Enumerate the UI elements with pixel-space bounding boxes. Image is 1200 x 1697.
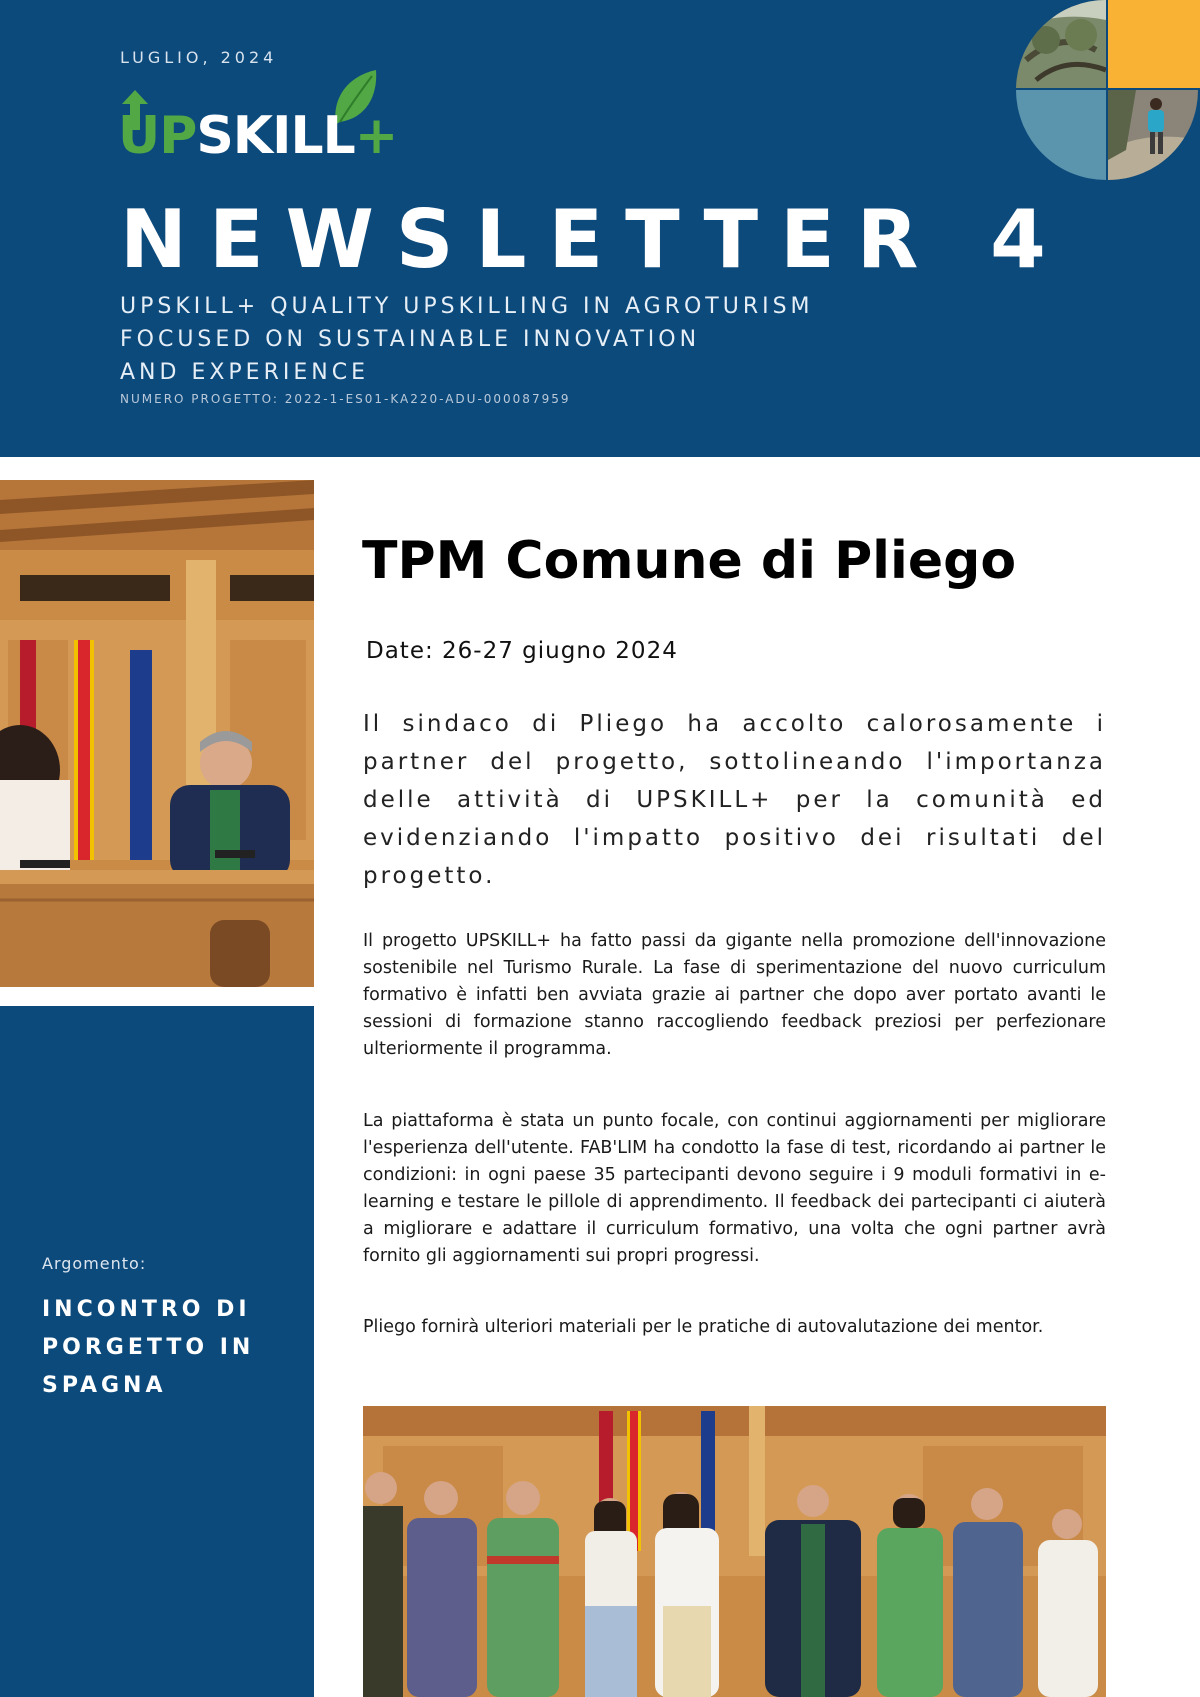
teal-quarter-circle xyxy=(1016,90,1106,180)
issue-date: LUGLIO, 2024 xyxy=(120,48,278,67)
newsletter-header xyxy=(0,0,1200,457)
header-photo-collage xyxy=(1016,0,1200,180)
tree-photo xyxy=(1016,0,1106,88)
project-number: NUMERO PROGETTO: 2022-1-ES01-KA220-ADU-000087959 xyxy=(120,392,571,406)
article-lead: Il sindaco di Pliego ha accolto calorosamente i partner del progetto, sottolineando l'importanza delle attività di UPSKILL+ per la comunità ed evidenziando l'impatto positivo dei risultati del progetto. xyxy=(363,711,1106,889)
upskill-logo xyxy=(118,68,398,168)
logo-plus: + xyxy=(354,106,398,166)
logo-skill: SKILL xyxy=(196,106,355,166)
group-photo xyxy=(363,1406,1106,1697)
newsletter-title: NEWSLETTER 4 xyxy=(120,193,1068,286)
mayor-meeting-photo xyxy=(0,480,314,987)
subtitle-line: UPSKILL+ QUALITY UPSKILLING IN AGROTURISM xyxy=(120,294,814,319)
event-date: Date: 26-27 giugno 2024 xyxy=(366,638,678,664)
hiker-photo xyxy=(1108,90,1200,180)
subtitle-line: AND EXPERIENCE xyxy=(120,360,369,385)
article-paragraph: Pliego fornirà ulteriori materiali per le pratiche di autovalutazione dei mentor. xyxy=(363,1317,1044,1337)
article-paragraph: Il progetto UPSKILL+ ha fatto passi da gigante nella promozione dell'innovazione sostenibile nel Turismo Rurale. La fase di sperimentazione del nuovo curriculum formativo è infatti ben avviata grazie ai partner che dopo aver portato avanti le sessioni di formazione stanno raccogliendo feedback preziosi per perfezionare ulteriormente il programma. xyxy=(363,931,1106,1059)
topic-label: Argomento: xyxy=(42,1254,147,1273)
logo-up: UP xyxy=(118,106,197,166)
logo-wordmark xyxy=(118,106,397,166)
subtitle-line: FOCUSED ON SUSTAINABLE INNOVATION xyxy=(120,327,701,352)
article-title: TPM Comune di Pliego xyxy=(362,531,1017,591)
topic-value: INCONTRO DI PORGETTO IN SPAGNA xyxy=(42,1297,255,1398)
project-subtitle xyxy=(120,290,880,389)
yellow-square xyxy=(1108,0,1200,88)
article-paragraph: La piattaforma è stata un punto focale, con continui aggiornamenti per migliorare l'esperienza dell'utente. FAB'LIM ha condotto la fase di test, ricordando ai partner le condizioni: in ogni paese 35 partecipanti devono seguire i 9 moduli formativi in e-learning e testare le pillole di apprendimento. Il feedback dei partecipanti ci aiuterà a migliorare e adattare il curriculum formativo, una volta che ogni partner avrà fornito gli aggiornamenti sui propri progressi. xyxy=(363,1111,1106,1266)
